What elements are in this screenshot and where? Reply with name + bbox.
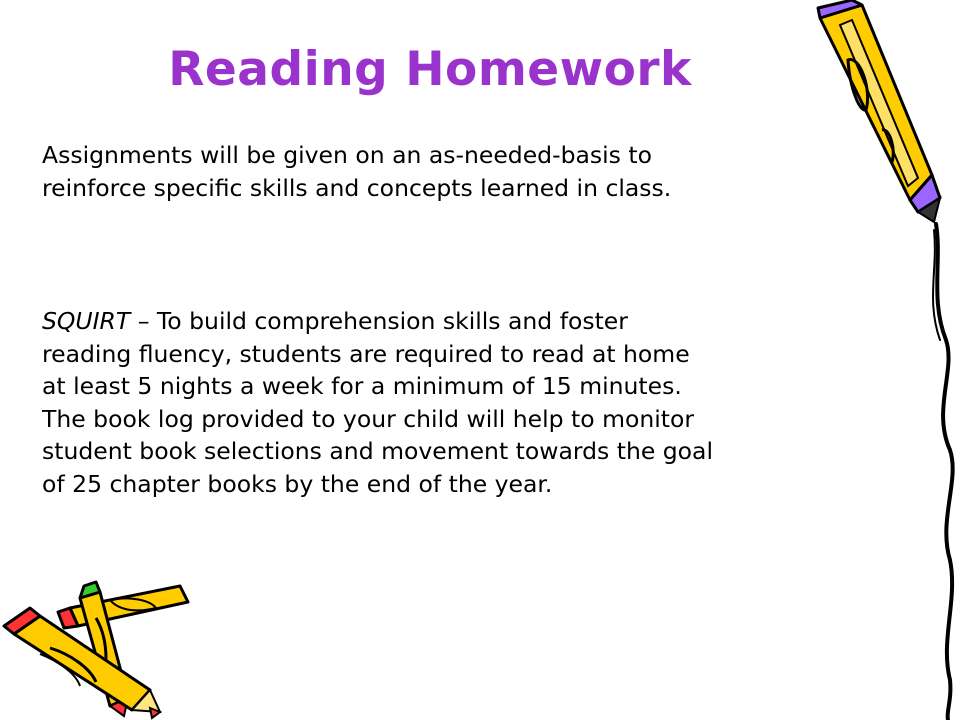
paragraph-line: student book selections and movement towards the goal bbox=[42, 437, 713, 465]
paragraph-line: of 25 chapter books by the end of the year. bbox=[42, 469, 553, 498]
paragraph-line: Assignments will be given on an as-needed-basis to bbox=[42, 141, 652, 169]
paragraph-line: reinforce specific skills and concepts learned in class. bbox=[42, 173, 672, 202]
paragraph-line: reading fluency, students are required to read at home bbox=[42, 339, 690, 368]
assignments-paragraph bbox=[42, 139, 902, 204]
squirt-term: SQUIRT bbox=[42, 307, 131, 335]
squirt-paragraph bbox=[42, 305, 902, 500]
paragraph-line-rest: – To build comprehension skills and foster bbox=[130, 307, 628, 335]
paragraph-line bbox=[42, 305, 902, 338]
slide-title: Reading Homework bbox=[168, 42, 692, 97]
paragraph-line: The book log provided to your child will help to monitor bbox=[42, 404, 695, 433]
paragraph-line: at least 5 nights a week for a minimum of 15 minutes. bbox=[42, 372, 682, 400]
pencils-icon bbox=[0, 578, 200, 720]
